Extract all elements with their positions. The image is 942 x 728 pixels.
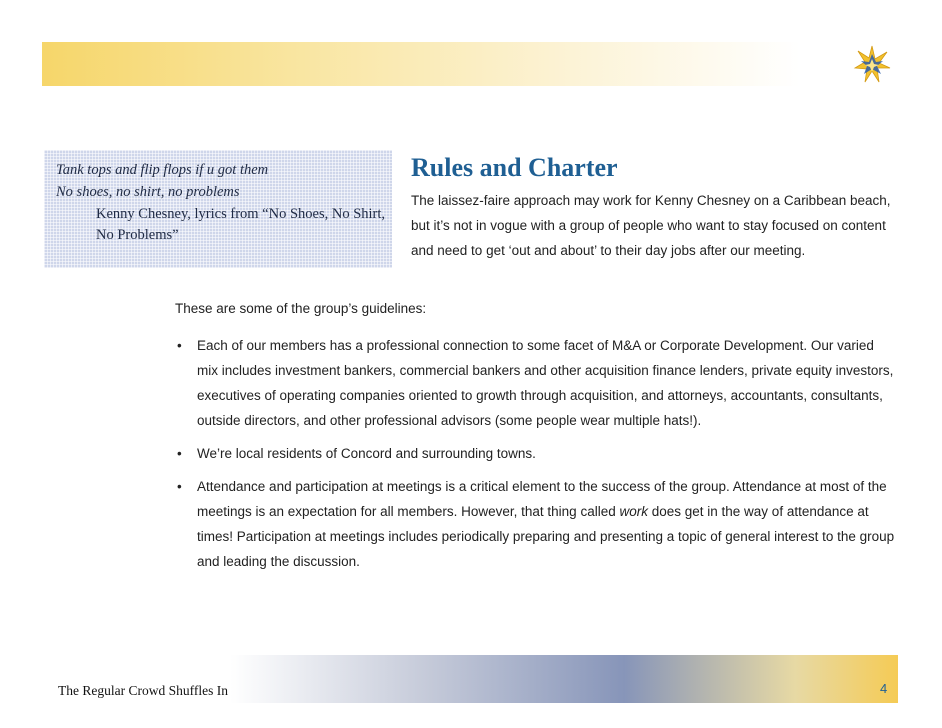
guideline-text-before: Attendance and participation at meetings is a critical element to the success of the group. Attendance at most of the meetings is an expectation for all members. However, that thing called	[197, 479, 887, 519]
intro-paragraph: The laissez-faire approach may work for Kenny Chesney on a Caribbean beach, but it’s not in vogue with a group of people who want to stay focused on content and need to get ‘out and about’ to their day jobs after our meeting.	[411, 193, 891, 258]
guideline-item-membership	[175, 333, 897, 433]
page-number: 4	[880, 681, 888, 696]
guideline-text: We’re local residents of Concord and surrounding towns.	[197, 446, 536, 461]
footer-title: The Regular Crowd Shuffles In	[58, 683, 228, 698]
guideline-list	[175, 333, 897, 582]
star-logo-icon	[852, 44, 892, 84]
quote-attribution: Kenny Chesney, lyrics from “No Shoes, No Shirt, No Problems”	[96, 206, 386, 243]
header-gradient-bar	[42, 42, 800, 86]
guideline-text: Each of our members has a professional connection to some facet of M&A or Corporate Development. Our varied mix includes investment bankers, commercial bankers and other acquisition finance lenders, private equity investors, executives of operating companies oriented to growth through acquisition, and attorneys, accountants, consultants, outside directors, and other professional advisors (some people wear multiple hats!).	[197, 338, 894, 428]
quote-box	[44, 150, 392, 268]
guideline-item-residency	[175, 441, 897, 466]
guideline-text-emphasis: work	[619, 504, 648, 519]
bullet-icon: •	[177, 479, 182, 494]
bullet-icon: •	[177, 338, 182, 353]
bullet-icon: •	[177, 446, 182, 461]
guidelines-intro: These are some of the group’s guidelines:	[175, 301, 427, 316]
slide-title: Rules and Charter	[411, 153, 618, 182]
guideline-item-attendance	[175, 474, 897, 574]
quote-line-1: Tank tops and flip flops if u got them	[56, 162, 269, 178]
guideline-text	[197, 479, 894, 569]
guideline-text-after: does get in the way of attendance at times! Participation at meetings includes periodically preparing and presenting a topic of general interest to the group and leading the discussion.	[197, 504, 895, 569]
quote-line-2: No shoes, no shirt, no problems	[56, 184, 240, 200]
